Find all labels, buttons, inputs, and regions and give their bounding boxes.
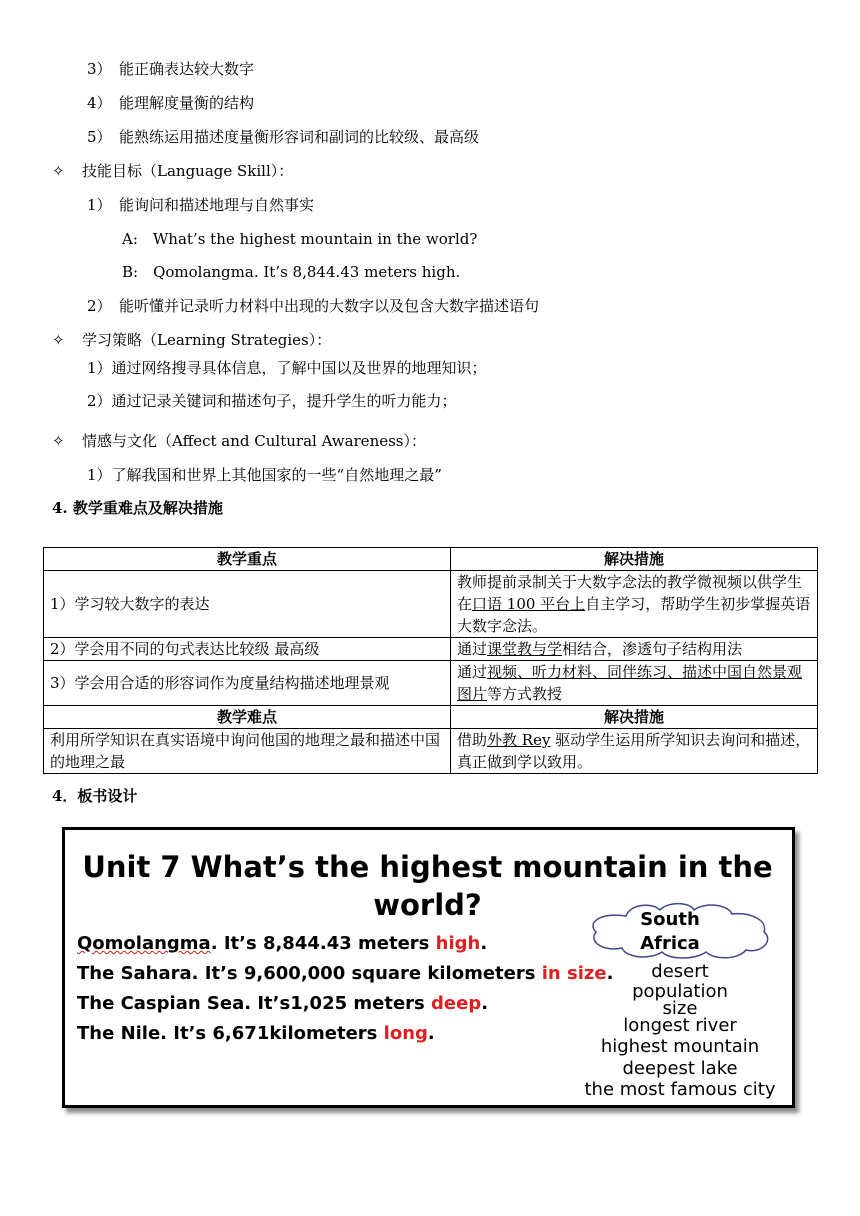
table-cell: 3）学会用合适的形容词作为度量结构描述地理景观 xyxy=(44,661,451,706)
dialogue-a: A: What’s the highest mountain in the world? xyxy=(122,230,478,248)
board-sentence-1 xyxy=(77,933,487,954)
sentence-text: The Nile. It’s 6,671kilometers xyxy=(77,1023,384,1044)
table-cell: 利用所学知识在真实语境中询问他国的地理之最和描述中国的地理之最 xyxy=(44,729,451,774)
keyword: size xyxy=(662,998,698,1019)
highlight-word: in size xyxy=(541,963,607,984)
header-difficulties: 教学难点 xyxy=(44,706,451,729)
strategy-item-1: 1）通过网络搜寻具体信息，了解中国以及世界的地理知识； xyxy=(87,359,487,377)
sentence-text: . It’s 8,844.43 meters xyxy=(210,933,436,954)
keyword-list xyxy=(570,962,790,1101)
keyword: population xyxy=(632,981,728,1002)
table-row xyxy=(44,661,818,706)
board-title-line-1: Unit 7 What’s the highest mountain in the xyxy=(82,850,773,884)
board-title-line-2: world? xyxy=(373,888,482,922)
keyword: deepest lake xyxy=(622,1058,738,1079)
table-row xyxy=(44,729,818,774)
key-points-table xyxy=(43,547,818,774)
keyword: desert xyxy=(651,961,709,982)
table-row xyxy=(44,638,818,661)
table-cell: 借助外教 Rey 驱动学生运用所学知识去询问和描述，真正做到学以致用。 xyxy=(451,729,818,774)
table-cell: 通过课堂教与学相结合，渗透句子结构用法 xyxy=(451,638,818,661)
sentence-end: . xyxy=(481,993,489,1014)
skill-item-1: 1） 能询问和描述地理与自然事实 xyxy=(87,196,315,214)
sentence-end: . xyxy=(480,933,488,954)
skill-goal-heading xyxy=(52,161,293,181)
sentence-text: The Caspian Sea. It’s1,025 meters xyxy=(77,993,432,1014)
culture-item-1: 1）了解我国和世界上其他国家的一些“自然地理之最” xyxy=(87,466,442,484)
table-header-row xyxy=(44,548,818,571)
objective-3: 3） 能正确表达较大数字 xyxy=(87,60,255,78)
table-cell: 教师提前录制关于大数字念法的教学微视频以供学生在口语 100 平台上自主学习，帮助学生初步掌握英语大数字念法。 xyxy=(451,571,818,638)
strategy-item-2: 2）通过记录关键词和描述句子，提升学生的听力能力； xyxy=(87,392,457,410)
dialogue-b: B: Qomolangma. It’s 8,844.43 meters high. xyxy=(122,263,461,281)
keyword: the most famous city xyxy=(584,1079,776,1100)
culture-heading xyxy=(52,431,426,451)
header-key-points: 教学重点 xyxy=(44,548,451,571)
header-solutions: 解决措施 xyxy=(451,548,818,571)
table-row xyxy=(44,571,818,638)
highlight-word: deep xyxy=(431,993,482,1014)
diamond-bullet-icon: ✧ xyxy=(52,432,65,450)
skill-goal-text: 技能目标（Language Skill）： xyxy=(82,162,294,180)
table-cell: 2）学会用不同的句式表达比较级 最高级 xyxy=(44,638,451,661)
cloud-label xyxy=(620,908,720,956)
diamond-bullet-icon: ✧ xyxy=(52,331,65,349)
board-sentence-3 xyxy=(77,993,488,1014)
section-heading-board-design: 4．板书设计 xyxy=(52,787,138,805)
header-solutions: 解决措施 xyxy=(451,706,818,729)
diamond-bullet-icon: ✧ xyxy=(52,162,65,180)
keyword: longest river xyxy=(623,1015,737,1036)
culture-text: 情感与文化（Affect and Cultural Awareness）： xyxy=(82,432,426,450)
skill-item-2: 2） 能听懂并记录听力材料中出现的大数字以及包含大数字描述语句 xyxy=(87,297,540,315)
section-heading-key-points: 4. 教学重难点及解决措施 xyxy=(52,499,223,517)
objective-4: 4） 能理解度量衡的结构 xyxy=(87,94,255,112)
table-header-row xyxy=(44,706,818,729)
cloud-label-line-2: Africa xyxy=(640,933,700,954)
spellcheck-word: Qomolangma xyxy=(77,933,211,954)
sentence-text: The Sahara. It’s 9,600,000 square kilometers xyxy=(77,963,542,984)
blackboard-design xyxy=(62,827,795,1108)
strategy-text: 学习策略（Learning Strategies）： xyxy=(82,331,332,349)
highlight-word: high xyxy=(435,933,481,954)
sentence-end: . xyxy=(427,1023,435,1044)
objective-5: 5） 能熟练运用描述度量衡形容词和副词的比较级、最高级 xyxy=(87,128,480,146)
board-sentence-4 xyxy=(77,1023,435,1044)
table-cell: 1）学习较大数字的表达 xyxy=(44,571,451,638)
keyword: highest mountain xyxy=(600,1036,760,1057)
sentence-end: . xyxy=(606,963,614,984)
strategy-heading xyxy=(52,330,331,350)
cloud-label-line-1: South xyxy=(640,909,700,930)
board-sentence-2 xyxy=(77,963,613,984)
highlight-word: long xyxy=(383,1023,428,1044)
table-cell: 通过视频、听力材料、同伴练习、描述中国自然景观图片等方式教授 xyxy=(451,661,818,706)
